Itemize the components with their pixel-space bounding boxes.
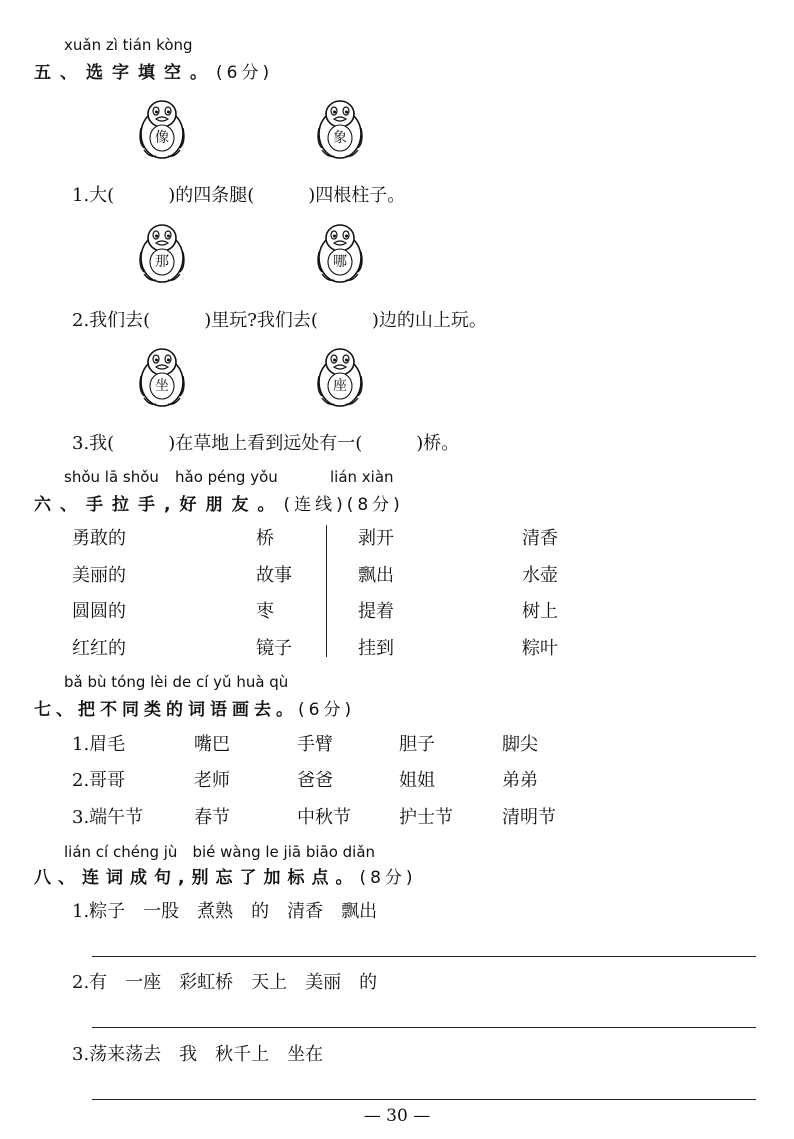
sec6-pinyin-2: hǎo péng yǒu	[175, 468, 278, 486]
match-item: 勇敢的	[72, 528, 126, 549]
word-item: 护士节	[399, 807, 453, 828]
match-item: 镜子	[256, 638, 292, 659]
word-order-item-1: 1.粽子 一股 煮熟 的 清香 飘出	[72, 901, 378, 922]
sec6-heading	[34, 490, 404, 515]
word-item: 爸爸	[297, 770, 333, 791]
match-item: 水壶	[522, 565, 558, 586]
answer-line	[92, 1027, 756, 1028]
word-item: 春节	[194, 807, 230, 828]
word-order-item-3: 3.荡来荡去 我 秋千上 坐在	[72, 1044, 324, 1065]
match-item: 圆圆的	[72, 601, 126, 622]
column-divider	[326, 525, 327, 657]
match-item: 提着	[358, 601, 394, 622]
word-order-item-2: 2.有 一座 彩虹桥 天上 美丽 的	[72, 972, 378, 993]
word-item: 老师	[194, 770, 230, 791]
answer-line	[92, 956, 756, 957]
match-item: 桥	[256, 528, 274, 549]
match-item: 故事	[256, 565, 292, 586]
sec8-heading	[34, 863, 417, 888]
word-item: 胆子	[399, 734, 435, 755]
sec5-title: 五、选字填空。	[34, 63, 216, 83]
sec5-pinyin: xuǎn zì tián kòng	[64, 36, 193, 54]
match-item: 挂到	[358, 638, 394, 659]
sec5-heading	[34, 58, 273, 83]
penguin-char-card	[138, 222, 186, 284]
match-item: 粽叶	[522, 638, 558, 659]
match-item: 红红的	[72, 638, 126, 659]
option-char: 像	[155, 130, 169, 146]
word-item: 弟弟	[502, 770, 538, 791]
sec5-score: (6分)	[216, 63, 274, 83]
option-char: 座	[333, 378, 347, 394]
match-item: 枣	[256, 601, 274, 622]
sec7-heading	[34, 695, 355, 720]
option-char: 那	[155, 254, 169, 270]
fill-sentence-3: 3.我( )在草地上看到远处有一( )桥。	[72, 433, 460, 454]
sec6-pinyin-3: lián xiàn	[330, 468, 394, 486]
option-char: 象	[333, 130, 347, 146]
word-item: 1.眉毛	[72, 734, 126, 755]
word-item: 手臂	[297, 734, 333, 755]
penguin-char-card	[316, 346, 364, 408]
option-char: 哪	[333, 254, 347, 270]
sec6-score: (8分)	[346, 495, 404, 515]
page-number: — 30 —	[363, 1106, 431, 1126]
answer-line	[92, 1099, 756, 1100]
word-item: 嘴巴	[194, 734, 230, 755]
fill-sentence-1: 1.大( )的四条腿( )四根柱子。	[72, 185, 406, 206]
sec7-pinyin: bǎ bù tóng lèi de cí yǔ huà qù	[64, 673, 289, 691]
sec7-score: (6分)	[298, 700, 356, 720]
sec8-pinyin: lián cí chéng jù bié wàng le jiā biāo diǎn	[64, 843, 376, 861]
option-char: 坐	[155, 378, 169, 394]
word-item: 清明节	[502, 807, 556, 828]
match-item: 飘出	[358, 565, 394, 586]
match-item: 美丽的	[72, 565, 126, 586]
word-item: 脚尖	[502, 734, 538, 755]
penguin-char-card	[316, 222, 364, 284]
match-item: 树上	[522, 601, 558, 622]
word-item: 2.哥哥	[72, 770, 126, 791]
penguin-char-card	[138, 98, 186, 160]
sec7-title: 七、把不同类的词语画去。	[34, 700, 298, 720]
sec8-title: 八、连词成句,别忘了加标点。	[34, 868, 360, 888]
fill-sentence-2: 2.我们去( )里玩?我们去( )边的山上玩。	[72, 310, 487, 331]
sec6-pinyin-1: shǒu lā shǒu	[64, 468, 159, 486]
sec6-title: 六、手拉手,好朋友。	[34, 495, 284, 515]
sec6-extra: (连线)	[283, 495, 347, 515]
word-item: 中秋节	[297, 807, 351, 828]
word-item: 姐姐	[399, 770, 435, 791]
sec8-score: (8分)	[359, 868, 417, 888]
word-item: 3.端午节	[72, 807, 144, 828]
penguin-char-card	[316, 98, 364, 160]
match-item: 剥开	[358, 528, 394, 549]
match-item: 清香	[522, 528, 558, 549]
penguin-char-card	[138, 346, 186, 408]
